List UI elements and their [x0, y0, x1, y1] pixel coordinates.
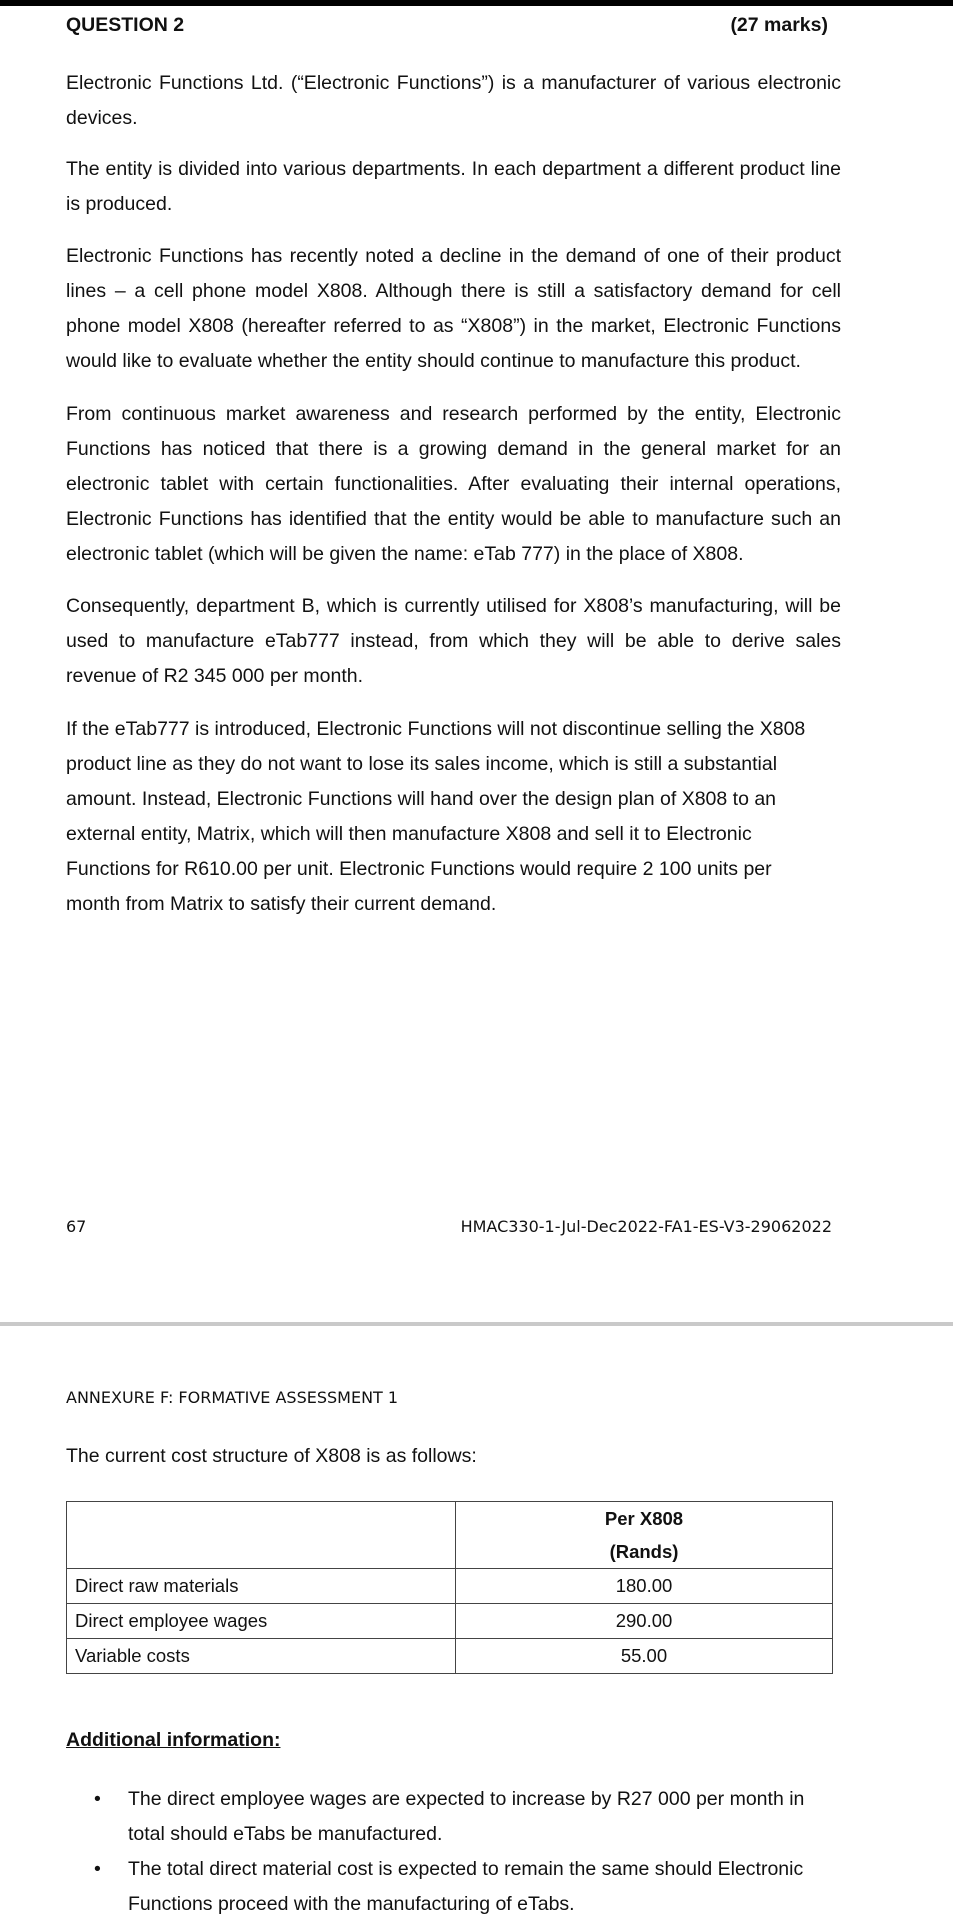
paragraph-intro: Electronic Functions Ltd. (“Electronic Functions”) is a manufacturer of various electronic devices. [66, 72, 841, 129]
row-label: Direct employee wages [67, 1604, 456, 1639]
cost-structure-intro: The current cost structure of X808 is as follows: [66, 1445, 477, 1467]
document-code: HMAC330-1-Jul-Dec2022-FA1-ES-V3-29062022 [460, 1217, 832, 1236]
table-header-per-x808: Per X808 [456, 1502, 833, 1536]
page-divider [0, 1322, 953, 1326]
cost-structure-table [66, 1501, 833, 1674]
top-border [0, 0, 953, 6]
page-number: 67 [66, 1217, 87, 1236]
paragraph-department-b: Consequently, department B, which is currently utilised for X808’s manufacturing, will be used to manufacture eTab777 instead, from which they will be able to derive sales revenue of R2 345 000 per month. [66, 595, 841, 687]
list-item [66, 1782, 841, 1852]
paragraph-research: From continuous market awareness and research performed by the entity, Electronic Functions has noticed that there is a growing demand in the general market for an electronic tablet with certain functionalities. After evaluating their internal operations, Electronic Functions has identified that the entity would be able to manufacture such an electronic tablet (which will be given the name: eTab 777) in the place of X808. [66, 403, 841, 565]
question-marks: (27 marks) [730, 14, 828, 36]
additional-info-list [66, 1782, 841, 1922]
annexure-title: ANNEXURE F: FORMATIVE ASSESSMENT 1 [66, 1388, 399, 1407]
row-label: Direct raw materials [67, 1569, 456, 1604]
paragraph-decline: Electronic Functions has recently noted a decline in the demand of one of their product lines – a cell phone model X808. Although there is still a satisfactory demand for cell phone model X808 (hereafter referred to as “X808”) in the market, Electronic Functions would like to evaluate whether the entity should continue to manufacture this product. [66, 245, 841, 372]
paragraph-departments: The entity is divided into various departments. In each department a different product line is produced. [66, 158, 841, 215]
row-value: 55.00 [456, 1639, 833, 1674]
bullet-icon: • [94, 1788, 101, 1810]
bullet-text: The total direct material cost is expected to remain the same should Electronic Functions proceed with the manufacturing of eTabs. [128, 1858, 804, 1915]
table-header-row [67, 1502, 833, 1536]
row-value: 290.00 [456, 1604, 833, 1639]
table-row [67, 1639, 833, 1674]
list-item [66, 1852, 841, 1922]
row-label: Variable costs [67, 1639, 456, 1674]
table-row [67, 1604, 833, 1639]
additional-info-title: Additional information: [66, 1729, 281, 1751]
paragraph-matrix: If the eTab777 is introduced, Electronic Functions will not discontinue selling the X808 product line as they do not want to lose its sales income, which is still a substantial amount. Instead, Electronic Functions will hand over the design plan of X808 to an external entity, Matrix, which will then manufacture X808 and sell it to Electronic Functions for R610.00 per unit. Electronic Functions would require 2 100 units per month from Matrix to satisfy their current demand. [66, 718, 806, 915]
row-value: 180.00 [456, 1569, 833, 1604]
table-row [67, 1569, 833, 1604]
question-title: QUESTION 2 [66, 14, 185, 36]
table-header-empty-cell [67, 1502, 456, 1569]
bullet-icon: • [94, 1858, 101, 1880]
table-header-rands: (Rands) [456, 1535, 833, 1569]
bullet-text: The direct employee wages are expected to increase by R27 000 per month in total should eTabs be manufactured. [128, 1788, 805, 1845]
